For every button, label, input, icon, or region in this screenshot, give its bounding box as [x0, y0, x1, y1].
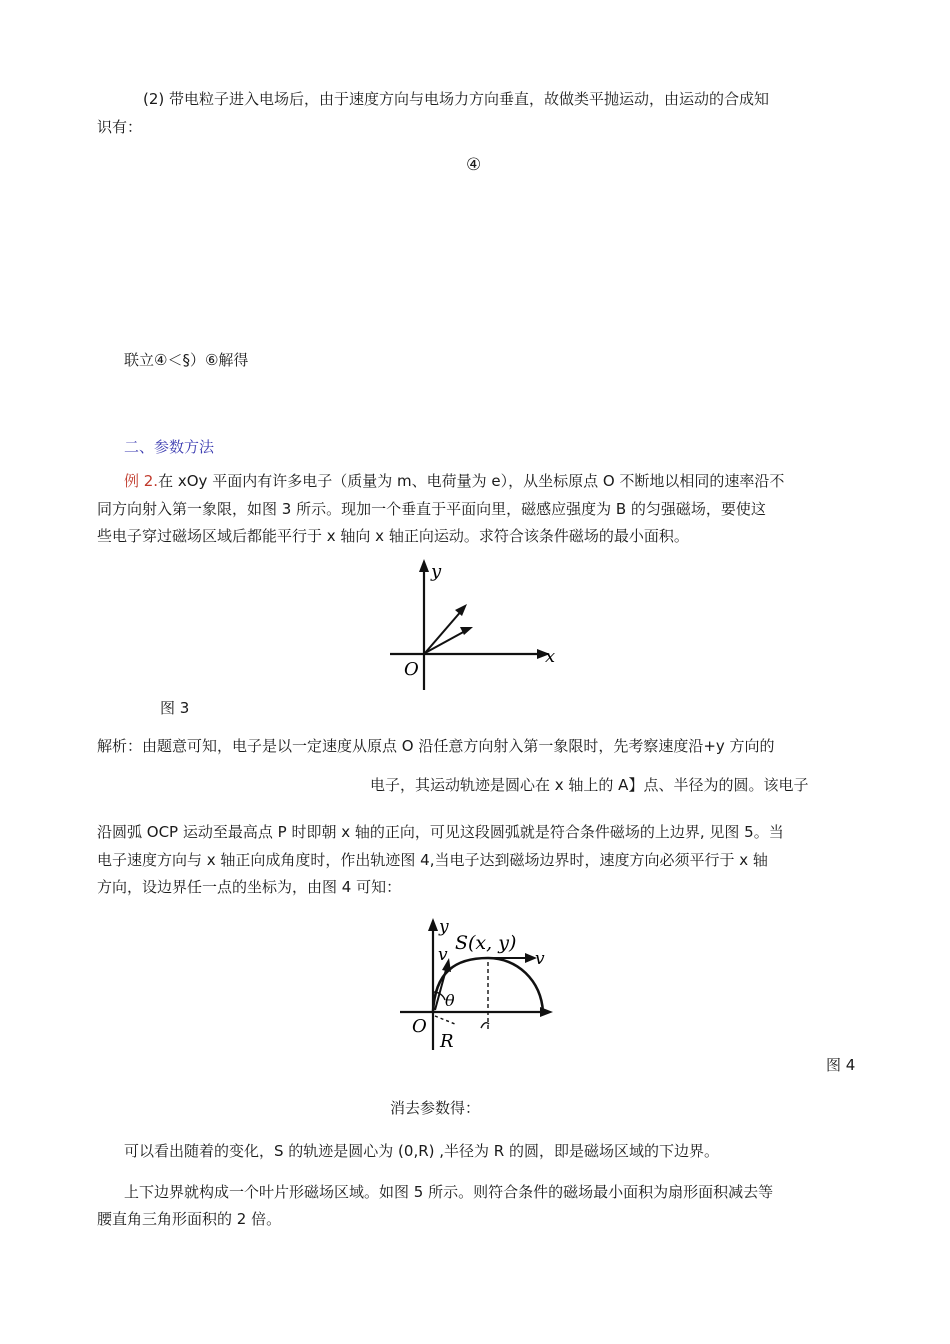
fig4-y-label: y [439, 917, 449, 937]
fig4-y-arrowhead [428, 918, 438, 931]
boundary-line-1: 上下边界就构成一个叶片形磁场区域。如图 5 所示。则符合条件的磁场最小面积为扇形面积减去等 [124, 1183, 774, 1201]
figure-4-diagram [395, 912, 560, 1054]
fig3-velocity-vector-1 [425, 609, 463, 653]
fig3-origin-label: O [404, 659, 419, 680]
analysis-line-1: 解析：由题意可知，电子是以一定速度从原点 O 沿任意方向射入第一象限时，先考察速度沿+y 方向的 [97, 737, 775, 755]
fig4-v-left-label: v [438, 945, 448, 965]
figure-3-diagram [385, 556, 565, 694]
figure-3-caption: 图 3 [160, 699, 190, 717]
section-heading: 二、参数方法 [124, 438, 215, 456]
analysis-line-5: 方向，设边界任一点的坐标为，由图 4 可知： [97, 878, 402, 896]
combine-equations-text: 联立④＜§）⑥解得 [124, 351, 249, 369]
boundary-line-2: 腰直角三角形面积的 2 倍。 [97, 1210, 282, 1228]
analysis-line-2: 电子，其运动轨迹是圆心在 x 轴上的 A】点、半径为的圆。该电子 [370, 776, 809, 794]
fig3-y-label: y [431, 561, 442, 582]
equation-marker-4: ④ [466, 155, 482, 175]
analysis-line-4: 电子速度方向与 x 轴正向成角度时，作出轨迹图 4,当电子达到磁场边界时，速度方向必须平行于 x 轴 [97, 851, 768, 869]
fig4-r-label: R [440, 1031, 454, 1052]
conclusion-line-1: 可以看出随着的变化，S 的轨迹是圆心为 (0,R) ,半径为 R 的圆，即是磁场区域的下边界。 [124, 1142, 719, 1160]
example-line-2: 同方向射入第一象限，如图 3 所示。现加一个垂直于平面向里，磁感应强度为 B 的匀强磁场，要使这 [97, 500, 766, 518]
fig4-origin-label: O [412, 1016, 427, 1037]
fig4-theta-label: θ [445, 991, 455, 1010]
fig3-velocity-vector-2 [425, 630, 467, 653]
fig3-velocity-arrowhead-1 [455, 604, 467, 616]
figure-4-caption: 图 4 [826, 1056, 856, 1074]
example-label: 例 2. [124, 472, 159, 490]
example-line-1 [124, 470, 784, 491]
paragraph-2-line-1: (2) 带电粒子进入电场后，由于速度方向与电场力方向垂直，故做类平抛运动，由运动的合成知 [143, 90, 770, 108]
fig3-x-label: x [545, 646, 556, 667]
eliminate-parameter-text: 消去参数得： [390, 1099, 481, 1117]
fig4-radius-line [435, 1016, 455, 1024]
fig4-v-right-label: v [535, 949, 545, 969]
example-text-1: 在 xOy 平面内有许多电子（质量为 m、电荷量为 e），从坐标原点 O 不断地以相同的速率沿不 [158, 472, 785, 490]
paragraph-2-line-2: 识有： [97, 118, 143, 136]
example-line-3: 些电子穿过磁场区域后都能平行于 x 轴向 x 轴正向运动。求符合该条件磁场的最小面积。 [97, 527, 689, 545]
analysis-line-3: 沿圆弧 OCP 运动至最高点 P 时即朝 x 轴的正向，可见这段圆弧就是符合条件磁场的上边界, 见图 5。当 [97, 823, 784, 841]
fig3-y-arrowhead [419, 559, 429, 572]
fig4-s-label: S(x, y) [455, 932, 517, 954]
